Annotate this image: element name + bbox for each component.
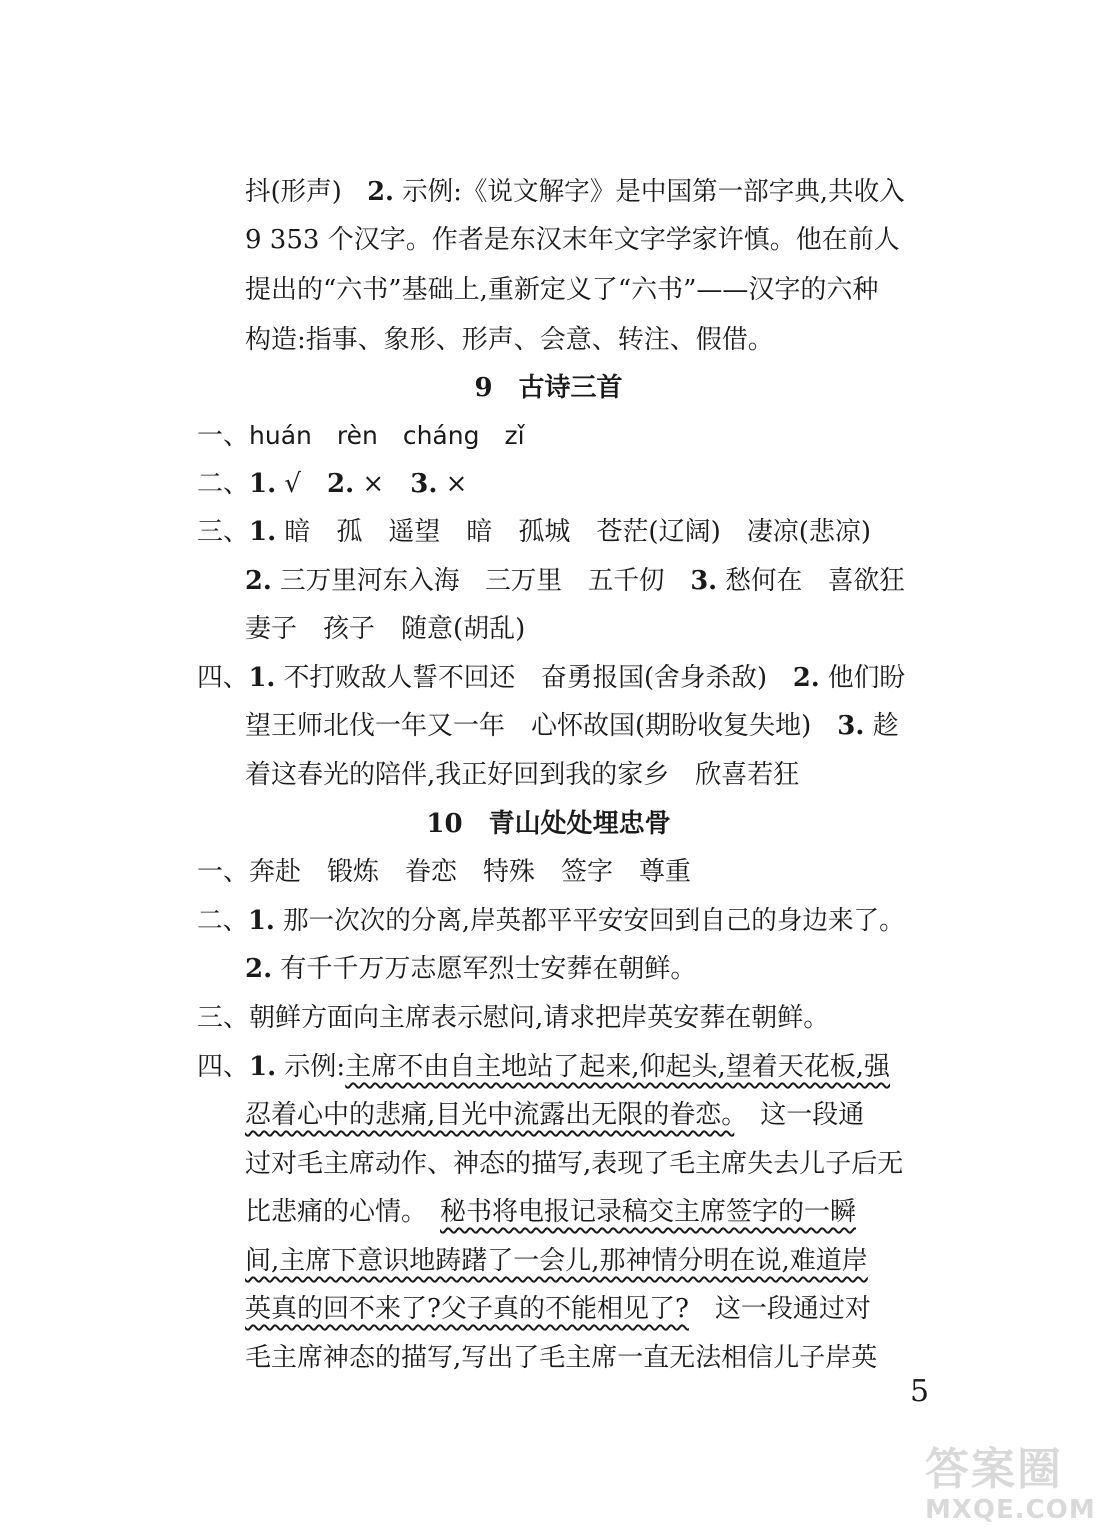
answer-line: 9 353 个汉字。作者是东汉末年文字学家许慎。他在前人 <box>245 225 900 255</box>
answer-line: 二、1. √ 2. × 3. × <box>197 469 468 499</box>
answer-line: 四、1. 示例:主席不由自主地站了起来,仰起头,望着天花板,强 <box>197 1052 890 1082</box>
page-number: 5 <box>910 1374 930 1409</box>
watermark-logo <box>925 1445 1095 1535</box>
answer-line: 提出的“六书”基础上,重新定义了“六书”——汉字的六种 <box>245 275 879 305</box>
section-heading: 9 古诗三首 <box>474 373 623 403</box>
watermark-url: MXQE.COM <box>925 1495 1096 1525</box>
wavy-underlined-text: 主席不由自主地站了起来,仰起头,望着天花板,强 <box>345 1052 890 1082</box>
answer-line: 妻子 孩子 随意(胡乱) <box>245 614 526 644</box>
answer-line: 2. 三万里河东入海 三万里 五千仞 3. 愁何在 喜欲狂 <box>245 566 905 596</box>
answer-line: 着这春光的陪伴,我正好回到我的家乡 欣喜若狂 <box>245 760 800 790</box>
answer-line: 忍着心中的悲痛,目光中流露出无限的眷恋。 这一段通 <box>245 1100 865 1130</box>
watermark-text: 答案圈 <box>925 1444 1063 1495</box>
answer-line: 四、1. 不打败敌人誓不回还 奋勇报国(舍身杀敌) 2. 他们盼 <box>197 663 906 693</box>
answer-line: 毛主席神态的描写,写出了毛主席一直无法相信儿子岸英 <box>245 1343 878 1373</box>
wavy-underlined-text: 间,主席下意识地踌躇了一会儿,那神情分明在说,难道岸 <box>245 1246 868 1276</box>
section-heading: 10 青山处处埋忠骨 <box>426 809 671 839</box>
answer-line: 过对毛主席动作、神态的描写,表现了毛主席失去儿子后无 <box>245 1149 904 1179</box>
answer-line: 二、1. 那一次次的分离,岸英都平平安安回到自己的身边来了。 <box>197 906 905 936</box>
answer-line: 比悲痛的心情。 秘书将电报记录稿交主席签字的一瞬 <box>245 1197 857 1227</box>
answer-line: 望王师北伐一年又一年 心怀故国(期盼收复失地) 3. 趁 <box>245 711 899 741</box>
wavy-underlined-text: 忍着心中的悲痛,目光中流露出无限的眷恋。 <box>245 1100 735 1130</box>
answer-line: 三、1. 暗 孤 遥望 暗 孤城 苍茫(辽阔) 凄凉(悲凉) <box>197 517 872 547</box>
answer-line: 2. 有千千万万志愿军烈士安葬在朝鲜。 <box>245 954 697 984</box>
answer-line: 抖(形声) 2. 示例:《说文解字》是中国第一部字典,共收入 <box>245 177 905 207</box>
answer-line: 构造:指事、象形、形声、会意、转注、假借。 <box>245 325 774 355</box>
answer-line: 英真的回不来了?父子真的不能相见了? 这一段通过对 <box>245 1294 871 1324</box>
answer-line <box>245 1241 868 1281</box>
answer-line: 一、奔赴 锻炼 眷恋 特殊 签字 尊重 <box>197 857 692 887</box>
answer-line: 三、朝鲜方面向主席表示慰问,请求把岸英安葬在朝鲜。 <box>197 1003 830 1033</box>
wavy-underlined-text: 秘书将电报记录稿交主席签字的一瞬 <box>440 1197 857 1227</box>
wavy-underlined-text: 英真的回不来了?父子真的不能相见了? <box>245 1294 689 1324</box>
answer-line: 一、huán rèn cháng zǐ <box>197 421 525 451</box>
